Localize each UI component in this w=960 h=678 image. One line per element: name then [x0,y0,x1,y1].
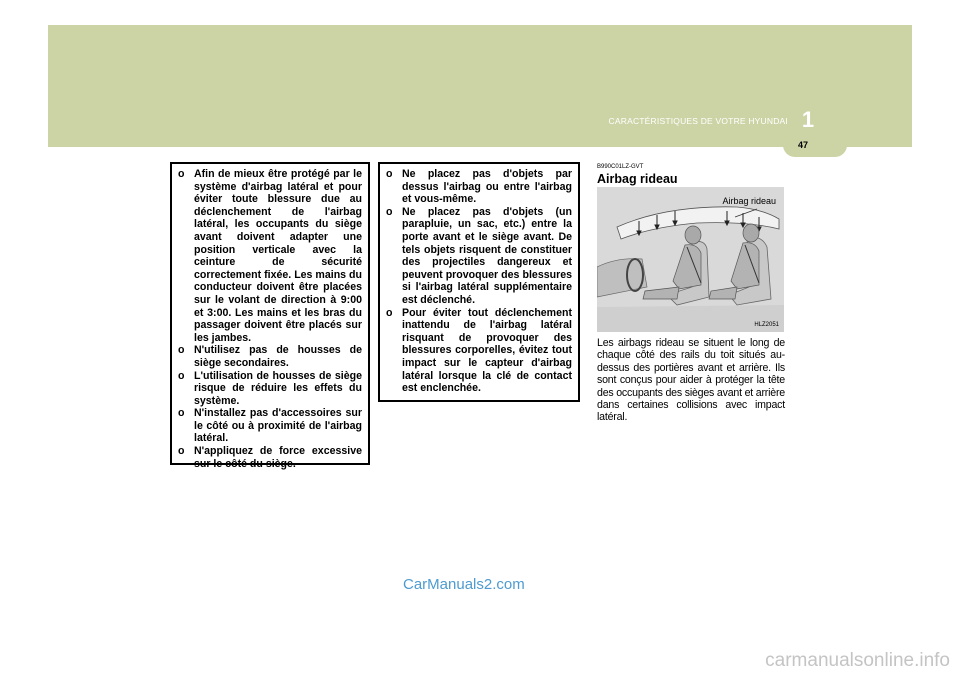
warning-text: Afin de mieux être protégé par le système d'airbag latéral et pour éviter toute blessure due au déclenchement de l'airbag latéral, les occupants du siège avant doivent adapter une position verticale avec la ceinture de sécurité correctement fixée. Les mains du conducteur doivent être placées sur le volant de direction à 9:00 et 3:00. Les mains et les bras du passager doivent être placés sur les jambes. [194,168,362,344]
bullet-icon: o [386,205,393,218]
chapter-title: CARACTÉRISTIQUES DE VOTRE HYUNDAI [608,116,788,126]
warning-item [178,445,362,470]
warning-item [386,206,572,307]
warning-text: L'utilisation de housses de siège risque de réduire les effets du système. [194,369,362,407]
bullet-icon: o [178,445,185,458]
watermark-carmanuals2[interactable]: CarManuals2.com [403,576,525,593]
warning-item [386,307,572,395]
bullet-icon: o [386,168,393,180]
page-number: 47 [797,140,808,150]
warning-item [178,168,362,344]
section-title: Airbag rideau [597,172,678,186]
warning-item [178,370,362,408]
figure-label: Airbag rideau [722,196,776,206]
bullet-icon: o [386,306,393,319]
warning-text: N'installez pas d'accessoires sur le côté ou à proximité de l'airbag latéral. [194,407,362,445]
warning-item [178,407,362,445]
section-code: B990C01LZ-GVT [597,164,644,170]
warning-item [178,344,362,369]
chapter-number: 1 [801,107,815,132]
watermark-carmanualsonline[interactable]: carmanualsonline.info [765,650,950,671]
warning-item [386,168,572,206]
section-body: Les airbags rideau se situent le long de chaque côté des rails du toit situés au-dessus des portières avant et arrière. Ils sont conçus pour aider à protéger la tête des occupants des sièges avant et arrière dans certaines collisions avec impact latéral. [597,337,785,424]
figure-code: HLZ2051 [754,322,779,328]
warning-list-2 [386,168,572,395]
warning-box-1 [170,162,370,470]
bullet-icon: o [178,369,185,382]
warning-text: N'appliquez de force excessive sur le côté du siège. [194,445,362,470]
warning-text: N'utilisez pas de housses de siège secondaires. [194,344,362,369]
header-band [48,25,912,147]
bullet-icon: o [178,168,185,180]
warning-box-2 [378,162,580,402]
warning-list-1 [178,168,362,470]
warning-text: Ne placez pas d'objets (un parapluie, un sac, etc.) entre la porte avant et le siège avant. De tels objets risquent de constituer des projectiles dangereux et peuvent provoquer des blessures si l'airbag latéral supplémentaire est déclenché. [402,205,572,306]
bullet-icon: o [178,407,185,420]
warning-text: Ne placez pas d'objets par dessus l'airbag ou entre l'airbag et vous-même. [402,168,572,206]
curtain-airbag-figure [597,187,784,332]
bullet-icon: o [178,344,185,357]
warning-text: Pour éviter tout déclenchement inattendu de l'airbag latéral risquant de provoquer des blessures corporelles, évitez tout impact sur le capteur d'airbag latéral lorsque la clé de contact est enclenchée. [402,306,572,395]
car-interior-illustration [597,187,784,332]
